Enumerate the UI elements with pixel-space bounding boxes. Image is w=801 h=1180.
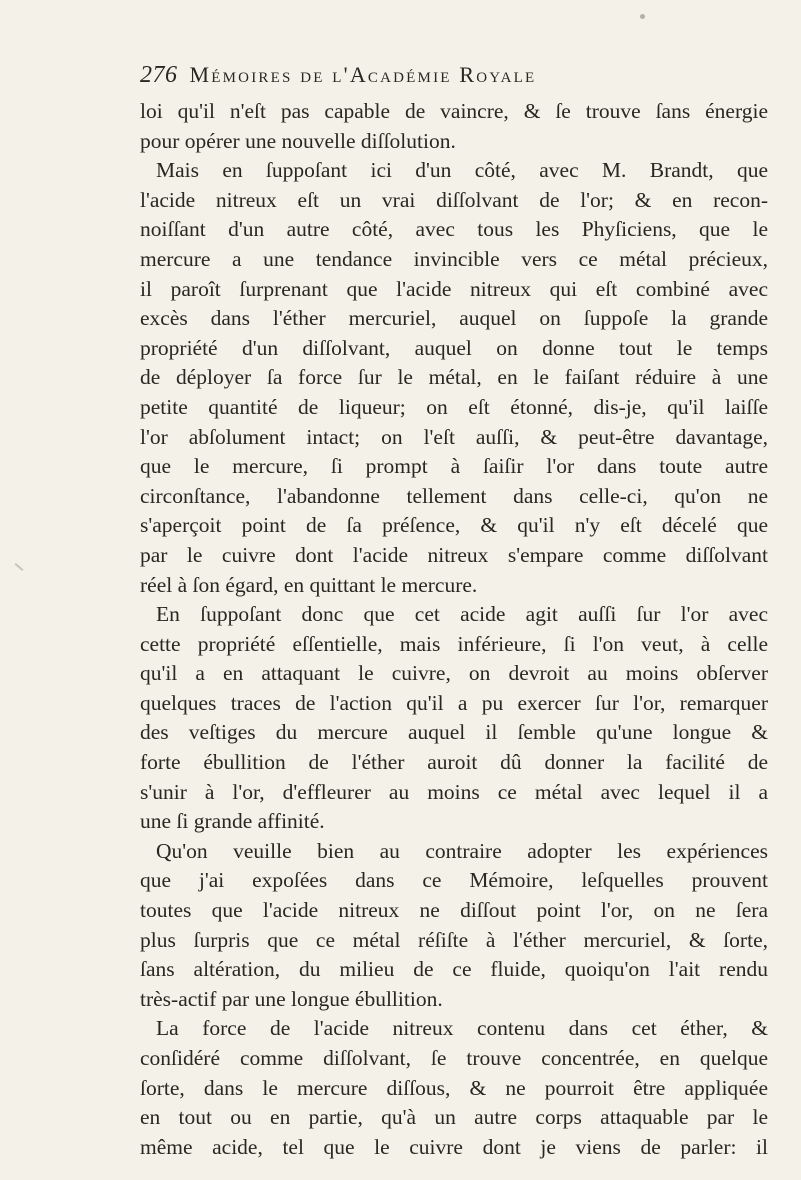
text-line: Qu'on veuille bien au contraire adopter les expériences [156,838,768,863]
text-line: pour opérer une nouvelle diſſolution. [140,128,456,153]
text-line: cette propriété eſſentielle, mais inférieure, ſi l'on veut, à celle [140,631,768,656]
text-line: petite quantité de liqueur; on eſt étonné, dis-je, qu'il laiſſe [140,394,768,419]
text-line: en tout ou en partie, qu'à un autre corps attaquable par le [140,1105,768,1130]
text-line: réel à ſon égard, en quittant le mercure. [140,572,478,597]
running-head: Mémoires de l'Académie Royale [189,62,537,87]
text-line: conſidéré comme diſſolvant, ſe trouve concentrée, en quelque [140,1046,768,1070]
text-line: excès dans l'éther mercuriel, auquel on ſuppoſe la grande [140,306,768,331]
text-line: une ſi grande affinité. [140,809,325,834]
text-line: très-actif par une longue ébullition. [140,986,443,1011]
text-line: que j'ai expoſées dans ce Mémoire, leſquelles prouvent [140,868,768,893]
body-text [140,97,768,1162]
margin-mark [15,563,24,571]
text-line: plus ſurpris que ce métal réſiſte à l'éther mercuriel, & ſorte, [140,927,768,952]
text-line: mercure a une tendance invincible vers ce métal précieux, [140,246,768,271]
page-number: 276 [140,62,178,88]
text-line: ſans altération, du milieu de ce fluide, quoiqu'on l'ait rendu [140,957,768,982]
text-line: Mais en ſuppoſant ici d'un côté, avec M. Brandt, que [156,158,768,183]
text-line: s'aperçoit point de ſa préſence, & qu'il n'y eſt décelé que [140,513,768,538]
text-line: s'unir à l'or, d'effleurer au moins ce métal avec lequel il a [140,779,768,804]
text-line: l'or abſolument intact; on l'eſt auſſi, & peut-être davantage, [140,424,768,449]
text-line: quelques traces de l'action qu'il a pu exercer ſur l'or, remarquer [140,690,768,715]
text-line: ſorte, dans le mercure diſſous, & ne pourroit être appliquée [140,1075,768,1100]
text-line: par le cuivre dont l'acide nitreux s'empare comme diſſolvant [140,542,768,567]
text-line: des veſtiges du mercure auquel il ſemble qu'une longue & [140,720,768,745]
text-line: La force de l'acide nitreux contenu dans cet éther, & [156,1016,768,1041]
text-line: propriété d'un diſſolvant, auquel on donne tout le temps [140,335,768,360]
text-line: toutes que l'acide nitreux ne diſſout point l'or, on ne ſera [140,898,768,923]
text-line: l'acide nitreux eſt un vrai diſſolvant de l'or; & en recon- [140,187,768,212]
text-line: forte ébullition de l'éther auroit dû donner la facilité de [140,750,768,775]
text-line: noiſſant d'un autre côté, avec tous les Phyſiciens, que le [140,217,768,242]
text-line: de déployer ſa force ſur le métal, en le faiſant réduire à une [140,365,768,390]
text-line: En ſuppoſant donc que cet acide agit auſſi ſur l'or avec [156,602,768,627]
text-line: circonſtance, l'abandonne tellement dans celle-ci, qu'on ne [140,483,768,508]
text-line: même acide, tel que le cuivre dont je viens de parler: il [140,1134,768,1159]
text-line: loi qu'il n'eſt pas capable de vaincre, & ſe trouve ſans énergie [140,99,768,123]
paper-speck [640,14,645,19]
text-line: que le mercure, ſi prompt à ſaiſir l'or dans toute autre [140,454,768,479]
text-line: qu'il a en attaquant le cuivre, on devroit au moins obſerver [140,661,768,686]
page-header [140,62,760,96]
text-line: il paroît ſurprenant que l'acide nitreux qui eſt combiné avec [140,276,768,301]
